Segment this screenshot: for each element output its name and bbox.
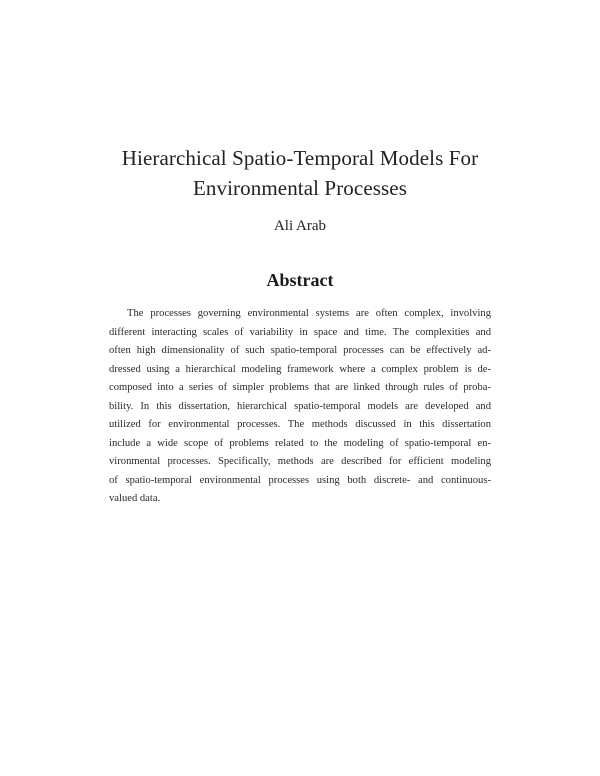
abstract-line: vironmental processes. Specifically, methods are described for efficient modeling [109,456,491,467]
abstract-line: different interacting scales of variability in space and time. The complexities and [109,326,491,338]
author-name: Ali Arab [273,218,327,234]
abstract-line: composed into a series of simpler problems that are linked through rules of proba- [109,382,491,393]
abstract-line: utilized for environmental processes. The methods discussed in this dissertation [109,419,491,430]
paper-title-line-2: Environmental Processes [192,176,407,200]
abstract-line: valued data. [109,493,161,504]
abstract-body [109,305,491,509]
abstract-line: include a wide scope of problems related to the modeling of spatio-temporal en- [109,437,491,449]
abstract-heading: Abstract [266,270,334,290]
abstract-line: of spatio-temporal environmental processes using both discrete- and continuous- [109,474,491,486]
abstract-line: bility. In this dissertation, hierarchical spatio-temporal models are developed and [109,400,491,412]
paper-title-line-1: Hierarchical Spatio-Temporal Models For [121,146,479,170]
abstract-line: dressed using a hierarchical modeling framework where a complex problem is de- [109,363,491,375]
abstract-line: The processes governing environmental systems are often complex, involving [127,308,491,319]
abstract-line: often high dimensionality of such spatio-temporal processes can be effectively ad- [109,345,491,356]
